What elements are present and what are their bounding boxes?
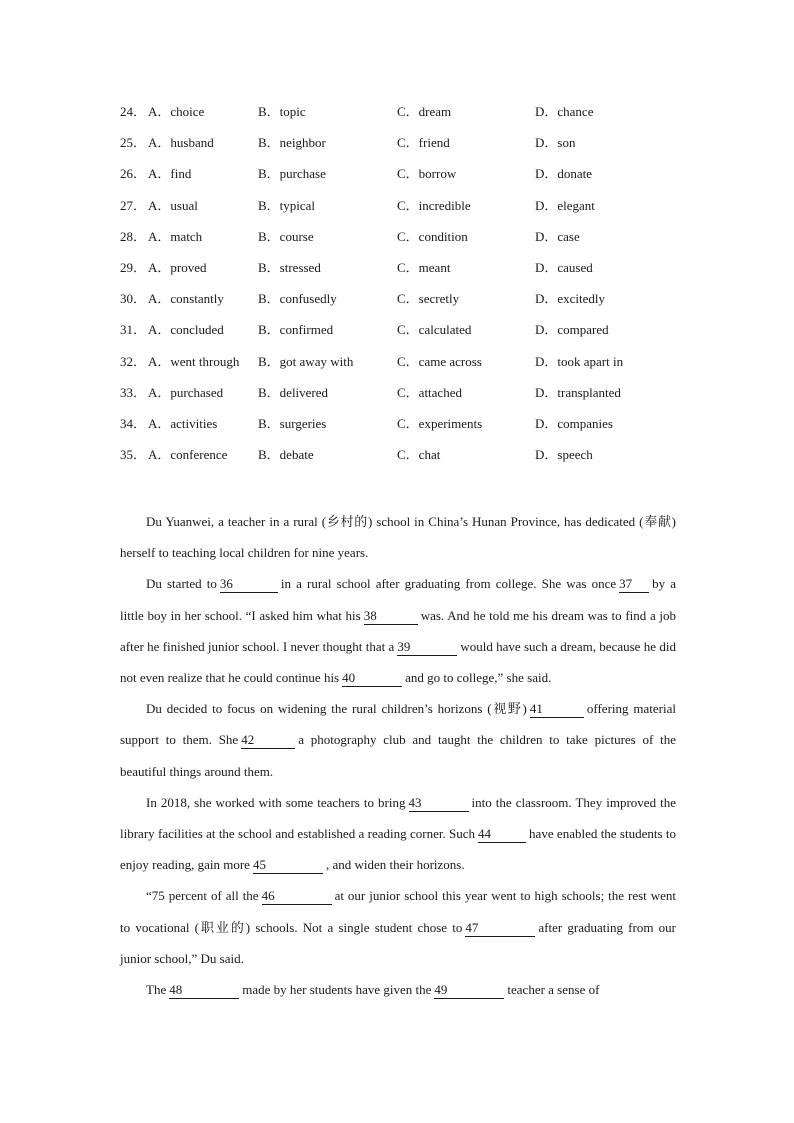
passage-text: into the classroom. They improved the library facilities at the school and established a reading corner. Such: [120, 794, 676, 842]
option-b: B．typical: [258, 197, 316, 213]
passage-text: would have such a dream, because he did not even realize that he could continue his: [120, 638, 676, 686]
option-b: B．confusedly: [258, 291, 337, 307]
paragraph-5: [120, 880, 676, 974]
question-number: 32．: [120, 353, 147, 369]
blank-46: 46: [262, 888, 332, 905]
passage-text: In 2018, she worked with some teachers to bring: [146, 794, 406, 810]
option-a: A．purchased: [148, 384, 224, 400]
paragraph-4: [120, 787, 676, 881]
passage-text: Du decided to focus on widening the rural children’s horizons (视野): [146, 701, 527, 717]
passage-text: in a rural school after graduating from college. She was once: [280, 576, 617, 592]
question-row-31: [120, 319, 680, 350]
option-c: C．experiments: [397, 415, 483, 431]
question-row-26: [120, 163, 680, 194]
option-a: A．proved: [148, 259, 207, 275]
option-c: C．friend: [397, 135, 450, 151]
option-c: C．meant: [397, 259, 451, 275]
question-number: 25．: [120, 135, 147, 151]
option-d: D．caused: [535, 259, 593, 275]
blank-37: 37: [619, 576, 649, 593]
blank-36: 36: [220, 576, 278, 593]
question-number: 33．: [120, 384, 147, 400]
passage-text: made by her students have given the: [242, 982, 432, 998]
question-row-28: [120, 226, 680, 257]
option-d: D．companies: [535, 415, 613, 431]
option-a: A．find: [148, 166, 192, 182]
option-d: D．son: [535, 135, 576, 151]
passage-text: , and widen their horizons.: [325, 857, 465, 873]
option-a: A．activities: [148, 415, 218, 431]
blank-49: 49: [434, 982, 504, 999]
option-d: D．elegant: [535, 197, 595, 213]
blank-42: 42: [241, 732, 295, 749]
question-row-24: [120, 101, 680, 132]
option-b: B．got away with: [258, 353, 354, 369]
option-c: C．calculated: [397, 322, 472, 338]
paragraph-3: [120, 693, 676, 787]
option-c: C．dream: [397, 104, 452, 119]
blank-40: 40: [342, 670, 402, 687]
option-d: D．excitedly: [535, 291, 606, 307]
question-row-25: [120, 132, 680, 163]
question-number: 31．: [120, 322, 147, 338]
option-b: B．topic: [258, 104, 306, 119]
passage-text: teacher a sense of: [507, 982, 600, 998]
question-row-33: [120, 382, 680, 413]
blank-39: 39: [397, 639, 457, 656]
paragraph-6: [120, 974, 676, 1005]
question-number: 34．: [120, 415, 147, 431]
passage-text: after graduating from our junior school,” Du said.: [120, 919, 676, 966]
question-number: 30．: [120, 291, 147, 307]
option-b: B．confirmed: [258, 322, 334, 338]
question-row-27: [120, 195, 680, 226]
option-d: D．took apart in: [535, 353, 624, 369]
passage-text: offering material support to them. She: [120, 701, 676, 748]
passage-text: at our junior school this year went to high schools; the rest went to vocational (职业的) schools. Not a single student chose to: [120, 888, 676, 935]
option-b: B．stressed: [258, 259, 321, 275]
option-a: A．constantly: [148, 291, 224, 307]
question-number: 28．: [120, 228, 147, 244]
option-b: B．delivered: [258, 384, 329, 400]
option-b: B．purchase: [258, 166, 326, 182]
blank-44: 44: [478, 826, 526, 843]
paragraph-1: Du Yuanwei, a teacher in a rural (乡村的) school in China’s Hunan Province, has dedicated (奉献) herself to teaching local children for nine years.: [120, 514, 676, 561]
option-c: C．secretly: [397, 291, 460, 307]
option-d: D．chance: [535, 104, 594, 119]
option-d: D．speech: [535, 447, 593, 463]
question-number: 27．: [120, 197, 147, 213]
options-list: [120, 101, 680, 475]
option-c: C．came across: [397, 353, 482, 369]
option-b: B．debate: [258, 447, 314, 463]
question-row-34: [120, 413, 680, 444]
question-row-32: [120, 351, 680, 382]
passage-text: have enabled the students to enjoy reading, gain more: [120, 826, 676, 873]
blank-43: 43: [409, 795, 469, 812]
question-number: 24．: [120, 104, 147, 119]
option-a: A．went through: [148, 353, 240, 369]
option-a: A．match: [148, 228, 203, 244]
blank-47: 47: [465, 920, 535, 937]
question-row-35: [120, 444, 680, 475]
question-number: 29．: [120, 259, 147, 275]
option-c: C．incredible: [397, 197, 471, 213]
option-d: D．donate: [535, 166, 593, 182]
option-c: C．chat: [397, 447, 441, 463]
option-d: D．transplanted: [535, 384, 621, 400]
question-row-30: [120, 288, 680, 319]
passage-text: a photography club and taught the children to take pictures of the beautiful things around them.: [120, 732, 676, 779]
reading-passage: [120, 506, 676, 1005]
passage-text: Du started to: [146, 576, 217, 592]
blank-45: 45: [253, 857, 323, 874]
question-number: 35．: [120, 447, 147, 463]
paragraph-2: [120, 568, 676, 693]
question-number: 26．: [120, 166, 147, 182]
option-a: A．husband: [148, 135, 214, 151]
option-c: C．borrow: [397, 166, 457, 182]
passage-text: The: [146, 982, 167, 998]
passage-text: was. And he told me his dream was to find a job after he finished junior school. I never thought that a: [120, 607, 677, 654]
option-b: B．surgeries: [258, 415, 327, 431]
option-a: A．conference: [148, 447, 228, 463]
question-row-29: [120, 257, 680, 288]
blank-48: 48: [169, 982, 239, 999]
option-a: A．choice: [148, 104, 205, 119]
option-b: B．neighbor: [258, 135, 326, 151]
option-b: B．course: [258, 228, 314, 244]
passage-text: “75 percent of all the: [146, 888, 259, 904]
option-c: C．attached: [397, 384, 462, 400]
option-c: C．condition: [397, 228, 468, 244]
passage-text: by a little boy in her school. “I asked him what his: [120, 576, 676, 623]
option-a: A．concluded: [148, 322, 224, 338]
option-d: D．compared: [535, 322, 609, 338]
blank-38: 38: [364, 608, 418, 625]
blank-41: 41: [530, 701, 584, 718]
passage-text: and go to college,” she said.: [405, 670, 552, 686]
option-a: A．usual: [148, 197, 198, 213]
option-d: D．case: [535, 228, 580, 244]
